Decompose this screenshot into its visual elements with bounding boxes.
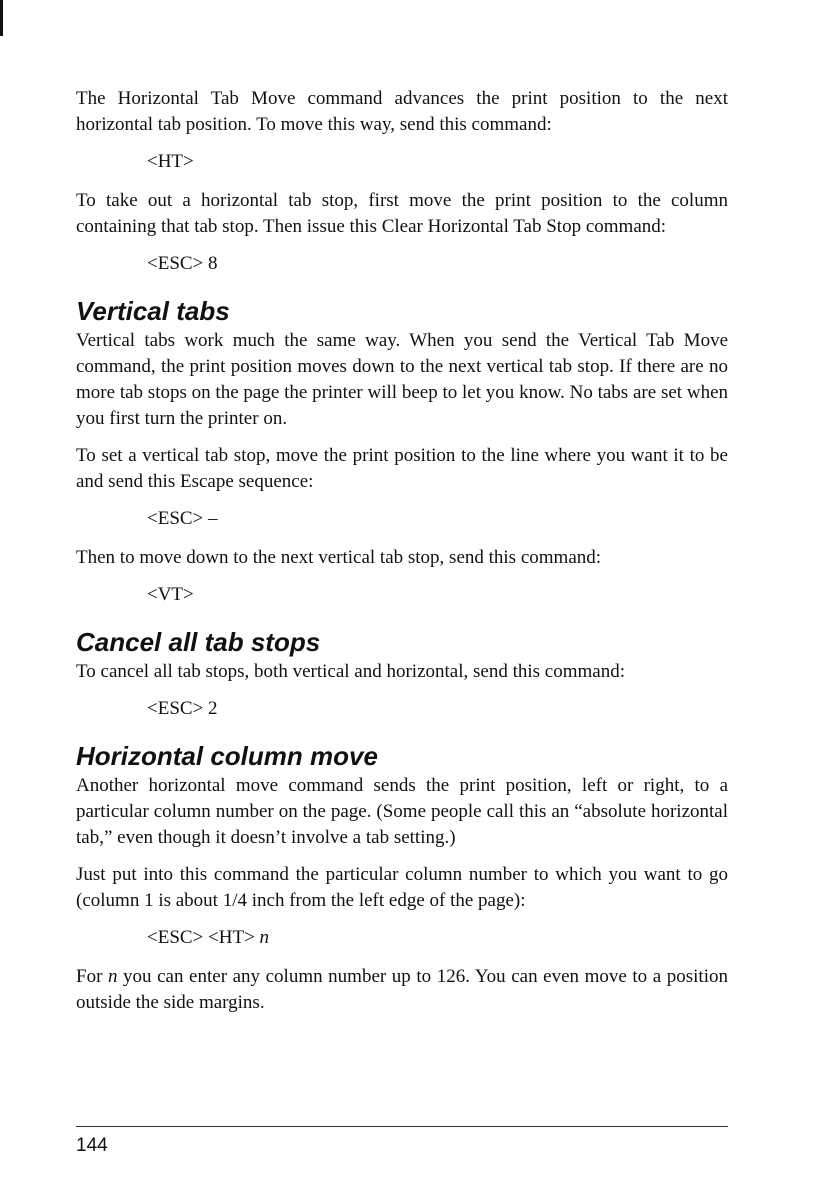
heading-vertical-tabs: Vertical tabs <box>76 296 230 326</box>
command-text: <ESC> <HT> <box>147 927 255 948</box>
command-esc-ht-n <box>76 925 728 951</box>
footer-rule <box>76 1126 728 1127</box>
heading-horizontal-column-move: Horizontal column move <box>76 741 378 771</box>
command-ht: <HT> <box>147 151 194 172</box>
paragraph-cancel-tabs: To cancel all tab stops, both vertical and horizontal, send this command: <box>76 661 625 682</box>
command-variable-n: n <box>259 927 270 948</box>
command-vt: <VT> <box>147 584 194 605</box>
command-esc-8: <ESC> 8 <box>147 253 218 274</box>
paragraph-column-number: Just put into this command the particular column number to which you want to go (column 1 is about 1/4 inch from the left edge of the page): <box>76 864 728 911</box>
paragraph-absolute-horizontal-tab: Another horizontal move command sends the print position, left or right, to a particular column number on the page. (Some people call this an “absolute horizontal tab,” even though it doesn’t involve a tab setting.) <box>76 775 728 848</box>
command-esc-2: <ESC> 2 <box>147 698 218 719</box>
paragraph-set-vertical-tab: To set a vertical tab stop, move the print position to the line where you want it to be and send this Escape sequence: <box>76 445 728 492</box>
page-number: 144 <box>76 1135 108 1156</box>
paragraph-vertical-tabs: Vertical tabs work much the same way. When you send the Vertical Tab Move command, the print position moves down to the next vertical tab stop. If there are no more tab stops on the page the printer will beep to let you know. No tabs are set when you first turn the printer on. <box>76 330 728 429</box>
page-body <box>76 86 728 1027</box>
paragraph-move-down-vertical: Then to move down to the next vertical tab stop, send this command: <box>76 547 602 568</box>
page-edge-mark <box>0 0 3 36</box>
paragraph-column-range <box>76 964 728 1016</box>
paragraph-clear-horizontal-tab: To take out a horizontal tab stop, first move the print position to the column containing that tab stop. Then issue this Clear Horizontal Tab Stop command: <box>76 190 728 237</box>
heading-cancel-all-tab-stops: Cancel all tab stops <box>76 627 321 657</box>
command-esc-dash: <ESC> – <box>147 508 218 529</box>
paragraph-column-range-text: For n you can enter any column number up to 126. You can even move to a position outside the side margins. <box>76 966 728 1013</box>
paragraph-horizontal-tab-move: The Horizontal Tab Move command advances the print position to the next horizontal tab position. To move this way, send this command: <box>76 88 728 135</box>
